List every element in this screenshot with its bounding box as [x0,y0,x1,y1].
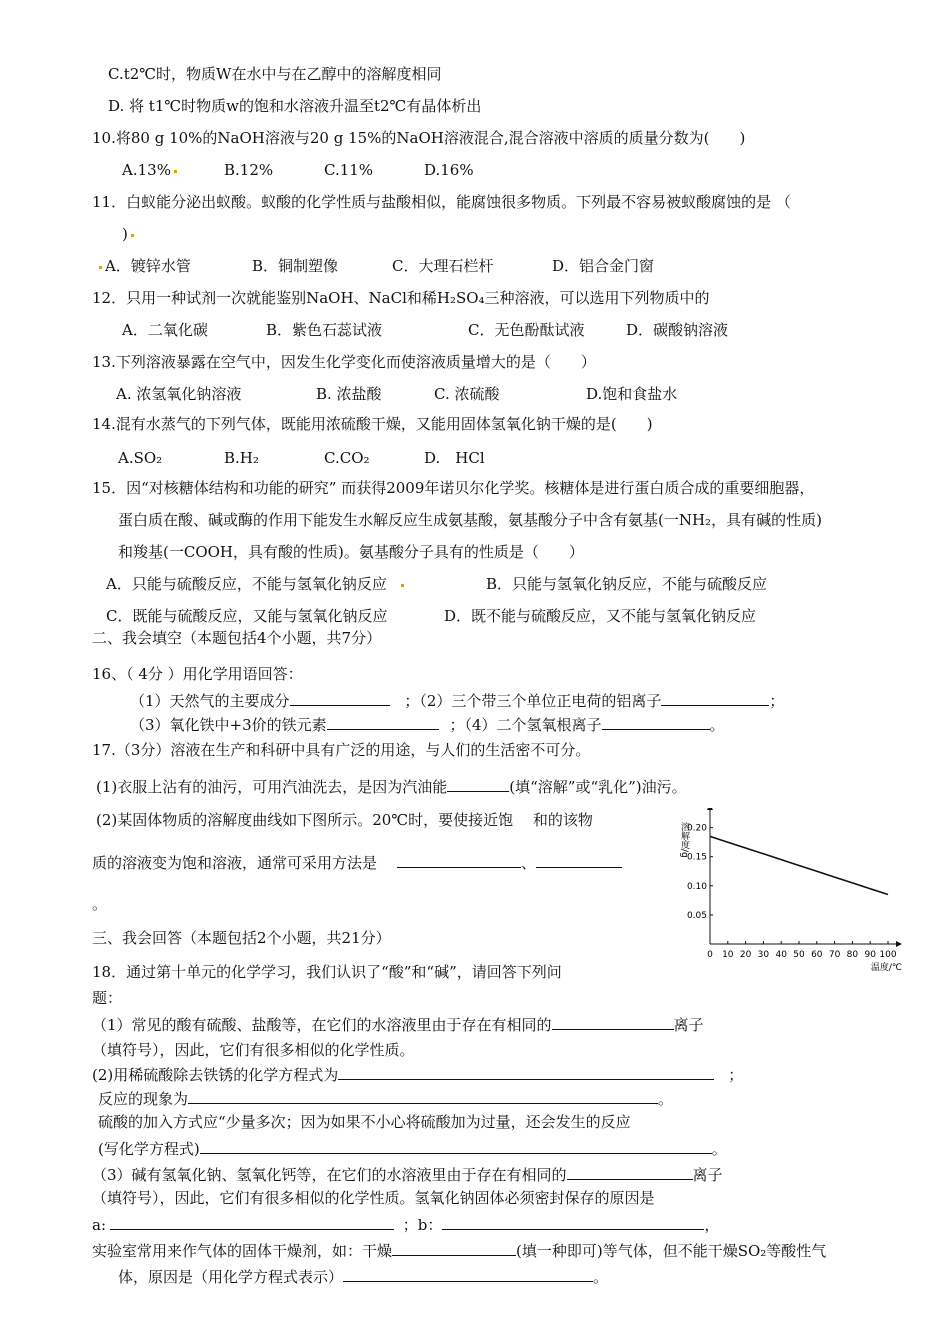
q16-line1: （1）天然气的主要成分 ；（2）三个带三个单位正电荷的铝离子 ； [130,692,785,710]
x-tick-label: 30 [757,950,770,960]
x-tick-label: 50 [793,950,805,960]
y-tick-label: 0.15 [686,852,707,863]
q17-part2-line2: 质的溶液变为饱和溶液，通常可采用方法是 、 [92,852,622,873]
x-axis-arrow [896,941,902,947]
q18-stem-line1: 18．通过第十单元的化学学习，我们认识了“酸”和“碱”，请回答下列问 [92,963,562,981]
q11-stem-end: ) [122,224,137,244]
q11-option-a: A．镀锌水管 [96,256,191,276]
q9-option-c: C.t2℃时，物质W在水中与在乙醇中的溶解度相同 [108,65,442,83]
q18-part2-line4: (写化学方程式) 。 [98,1140,727,1158]
q18-blank-8[interactable] [392,1240,516,1256]
q14-option-c: C.CO₂ [324,449,370,467]
x-tick-label: 10 [722,950,734,960]
q15-option-a: A．只能与硫酸反应，不能与氢氧化钠反应 [106,574,407,594]
q11-option-c: C．大理石栏杆 [392,257,494,275]
q15-option-b: B．只能与氢氧化钠反应，不能与硫酸反应 [486,575,768,593]
q18-part2-line2: 反应的现象为 。 [98,1090,674,1108]
q12-option-c: C．无色酚酞试液 [468,321,585,339]
q18-blank-2[interactable] [338,1064,714,1080]
q16-blank-3[interactable] [327,714,439,730]
q14-option-a: A.SO₂ [118,449,163,467]
q10-stem: 10.将80 g 10%的NaOH溶液与20 g 15%的NaOH溶液混合,混合溶液中溶质的质量分数为( ) [92,129,746,147]
x-tick-label: 40 [775,950,787,960]
y-axis-arrow [707,808,713,810]
q12-stem: 12．只用一种试剂一次就能鉴别NaOH、NaCl和稀H₂SO₄三种溶液，可以选用下列物质中的 [92,289,710,307]
q18-blank-9[interactable] [343,1266,593,1282]
q15-stem-line2: 蛋白质在酸、碱或酶的作用下能发生水解反应生成氨基酸，氨基酸分子中含有氨基(一NH₂，具有碱的性质) [118,511,822,529]
q10-option-d: D.16% [424,161,474,179]
q15-stem-line1: 15．因“对核糖体结构和功能的研究” 而获得2009年诺贝尔化学奖。核糖体是进行蛋白质合成的重要细胞器， [92,479,815,497]
q14-stem: 14.混有水蒸气的下列气体，既能用浓硫酸干燥，又能用固体氢氧化钠干燥的是( ) [92,415,653,433]
solubility-curve [710,836,888,894]
q18-blank-3[interactable] [188,1088,658,1104]
q17-part2-line1: (2)某固体物质的溶解度曲线如下图所示。20℃时，要使接近饱 和的该物 [96,811,593,829]
q18-blank-7[interactable] [442,1214,704,1230]
q18-stem-line2: 题： [92,989,123,1007]
x-tick-label: 100 [879,950,897,960]
q16-blank-1[interactable] [290,690,390,706]
solubility-curve-chart [676,808,906,980]
q16-blank-4[interactable] [602,714,710,730]
x-tick-label: 60 [811,950,823,960]
q18-part3-line3: a: ；b： ， [92,1216,720,1234]
q18-blank-1[interactable] [552,1014,674,1030]
x-axis-label: 温度/℃ [870,963,902,973]
q14-option-d: D. HCl [424,449,485,467]
q10-option-c: C.11% [324,161,374,179]
q18-part3-line2: （填符号），因此，它们有很多相似的化学性质。氢氧化钠固体必须密封保存的原因是 [92,1189,655,1207]
x-tick-label: 70 [828,950,841,960]
q12-option-a: A．二氧化碳 [122,321,208,339]
q18-part3-line5: 体，原因是（用化学方程式表示） 。 [118,1268,609,1286]
x-tick-label: 90 [864,950,876,960]
q9-option-d: D. 将 t1℃时物质w的饱和水溶液升温至t2℃有晶体析出 [108,97,482,115]
section-3-heading: 三、我会回答（本题包括2个小题，共21分） [92,929,391,947]
q13-option-d: D.饱和食盐水 [586,385,678,403]
q17-blank-1[interactable] [447,776,509,792]
x-tick-label: 80 [846,950,859,960]
q18-blank-4[interactable] [200,1138,712,1154]
q11-option-b: B．铜制塑像 [252,257,339,275]
x-tick-label: 0 [707,950,713,960]
q12-option-b: B．紫色石蕊试液 [266,321,383,339]
y-tick-label: 0.20 [686,823,707,834]
q18-part1-line2: （填符号），因此，它们有很多相似的化学性质。 [92,1041,415,1059]
y-axis-label: 溶解度/g [679,822,689,858]
y-tick-label: 0.05 [686,910,707,921]
q16-blank-2[interactable] [661,690,769,706]
q15-option-d: D．既不能与硫酸反应，又不能与氢氧化钠反应 [444,607,757,625]
q18-blank-6[interactable] [110,1214,394,1230]
q17-blank-3[interactable] [536,852,622,868]
q12-option-d: D．碳酸钠溶液 [626,321,729,339]
q10-option-b: B.12% [224,161,274,179]
q18-part1-line1: （1）常见的酸有硫酸、盐酸等，在它们的水溶液里由于存在有相同的 离子 [92,1016,704,1034]
q17-end: 。 [92,895,108,913]
q13-option-a: A. 浓氢氧化钠溶液 [116,385,242,403]
x-tick-label: 20 [739,950,752,960]
q16-line2: （3）氧化铁中+3价的铁元素 ；（4）二个氢氧根离子 。 [130,716,725,734]
section-2-heading: 二、我会填空（本题包括4个小题，共7分） [92,629,382,647]
q15-stem-line3: 和羧基(一COOH，具有酸的性质)。氨基酸分子具有的性质是（ ） [118,543,584,561]
q13-option-b: B. 浓盐酸 [316,385,382,403]
q13-stem: 13.下列溶液暴露在空气中，因发生化学变化而使溶液质量增大的是（ ） [92,353,596,371]
q15-option-c: C．既能与硫酸反应，又能与氢氧化钠反应 [106,607,388,625]
q18-part3-line4: 实验室常用来作气体的固体干燥剂，如：干燥 (填一种即可)等气体，但不能干燥SO₂等酸性气 [92,1242,827,1260]
q18-part3-line1: （3）碱有氢氧化钠、氢氧化钙等，在它们的水溶液里由于存在有相同的 离子 [92,1166,723,1184]
q14-option-b: B.H₂ [224,449,259,467]
q13-option-c: C. 浓硫酸 [434,385,500,403]
q16-stem: 16、（ 4分 ）用化学用语回答： [92,665,303,683]
q17-stem: 17.（3分）溶液在生产和科研中具有广泛的用途，与人们的生活密不可分。 [92,741,591,759]
q11-option-d: D．铝合金门窗 [552,257,655,275]
q11-stem: 11．白蚁能分泌出蚁酸。蚁酸的化学性质与盐酸相似，能腐蚀很多物质。下列最不容易被蚁酸腐蚀的是 （ [92,193,791,211]
q18-part2-line3: 硫酸的加入方式应“少量多次；因为如果不小心将硫酸加为过量，还会发生的反应 [98,1113,631,1131]
q18-blank-5[interactable] [567,1164,693,1180]
q10-option-a: A.13% [122,160,180,180]
q18-part2-line1: (2)用稀硫酸除去铁锈的化学方程式为 ； [92,1066,744,1084]
y-tick-label: 0.10 [686,881,707,892]
q17-part1: (1)衣服上沾有的油污，可用汽油洗去，是因为汽油能 (填“溶解”或“乳化”)油污。 [96,778,687,796]
q17-blank-2[interactable] [397,852,521,868]
